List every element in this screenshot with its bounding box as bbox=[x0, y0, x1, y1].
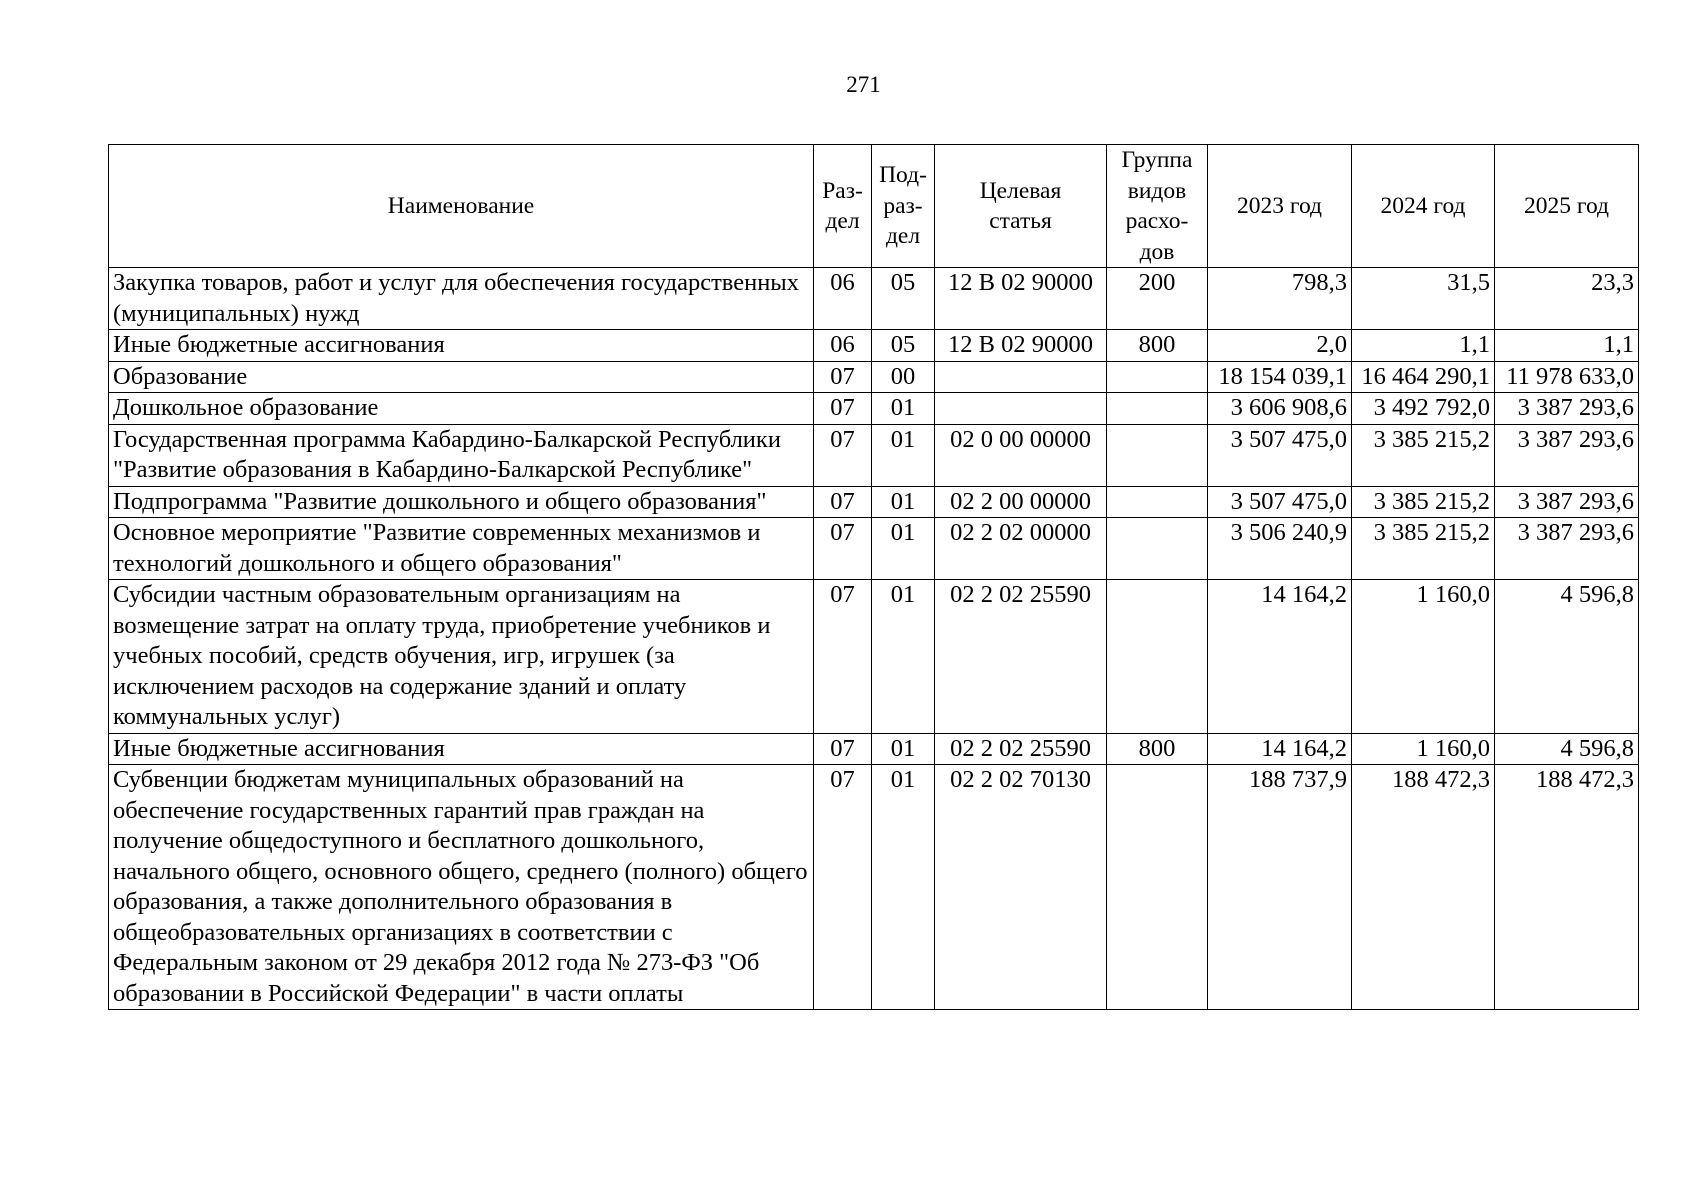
cell-2025: 23,3 bbox=[1495, 268, 1639, 330]
cell-group bbox=[1107, 518, 1208, 580]
cell-target: 02 2 02 25590 bbox=[935, 580, 1107, 734]
table-row bbox=[109, 424, 1639, 486]
cell-name: Государственная программа Кабардино-Балкарской Республики "Развитие образования в Кабардино-Балкарской Республике" bbox=[109, 424, 814, 486]
cell-podrazdel: 01 bbox=[872, 580, 935, 734]
table-row bbox=[109, 361, 1639, 393]
cell-name: Иные бюджетные ассигнования bbox=[109, 733, 814, 765]
cell-target: 12 В 02 90000 bbox=[935, 330, 1107, 362]
cell-razdel: 07 bbox=[814, 486, 872, 518]
cell-2024: 1 160,0 bbox=[1352, 580, 1495, 734]
cell-group bbox=[1107, 424, 1208, 486]
header-name: Наименование bbox=[109, 145, 814, 268]
cell-group: 200 bbox=[1107, 268, 1208, 330]
cell-2025: 1,1 bbox=[1495, 330, 1639, 362]
cell-name: Иные бюджетные ассигнования bbox=[109, 330, 814, 362]
table-row bbox=[109, 330, 1639, 362]
table-row bbox=[109, 765, 1639, 1010]
table-row bbox=[109, 268, 1639, 330]
cell-2023: 3 507 475,0 bbox=[1208, 486, 1352, 518]
cell-group bbox=[1107, 580, 1208, 734]
cell-2024: 31,5 bbox=[1352, 268, 1495, 330]
cell-podrazdel: 01 bbox=[872, 733, 935, 765]
cell-razdel: 07 bbox=[814, 361, 872, 393]
cell-group: 800 bbox=[1107, 330, 1208, 362]
cell-2025: 3 387 293,6 bbox=[1495, 486, 1639, 518]
cell-2024: 3 385 215,2 bbox=[1352, 518, 1495, 580]
cell-2023: 188 737,9 bbox=[1208, 765, 1352, 1010]
table-row bbox=[109, 393, 1639, 425]
cell-2025: 188 472,3 bbox=[1495, 765, 1639, 1010]
header-2024: 2024 год bbox=[1352, 145, 1495, 268]
cell-target: 02 2 02 70130 bbox=[935, 765, 1107, 1010]
cell-razdel: 07 bbox=[814, 518, 872, 580]
cell-name: Субвенции бюджетам муниципальных образований на обеспечение государственных гарантий прав граждан на получение общедоступного и бесплатного дошкольного, начального общего, основного общего, среднего (полного) общего образования, а также дополнительного образования в общеобразовательных организациях в соответствии с Федеральным законом от 29 декабря 2012 года № 273-ФЗ "Об образовании в Российской Федерации" в части оплаты bbox=[109, 765, 814, 1010]
cell-razdel: 06 bbox=[814, 330, 872, 362]
cell-razdel: 07 bbox=[814, 424, 872, 486]
table-row bbox=[109, 486, 1639, 518]
cell-group bbox=[1107, 361, 1208, 393]
table-row bbox=[109, 733, 1639, 765]
cell-razdel: 07 bbox=[814, 393, 872, 425]
table-row bbox=[109, 580, 1639, 734]
header-group: Группа видов расхо- дов bbox=[1107, 145, 1208, 268]
page-number: 271 bbox=[846, 72, 881, 97]
cell-podrazdel: 00 bbox=[872, 361, 935, 393]
cell-2024: 188 472,3 bbox=[1352, 765, 1495, 1010]
cell-group: 800 bbox=[1107, 733, 1208, 765]
cell-target: 02 2 02 25590 bbox=[935, 733, 1107, 765]
cell-podrazdel: 01 bbox=[872, 765, 935, 1010]
cell-target bbox=[935, 361, 1107, 393]
cell-2025: 3 387 293,6 bbox=[1495, 424, 1639, 486]
cell-2025: 11 978 633,0 bbox=[1495, 361, 1639, 393]
header-2023: 2023 год bbox=[1208, 145, 1352, 268]
cell-2025: 4 596,8 bbox=[1495, 733, 1639, 765]
cell-2023: 14 164,2 bbox=[1208, 733, 1352, 765]
cell-name: Дошкольное образование bbox=[109, 393, 814, 425]
cell-2024: 3 385 215,2 bbox=[1352, 486, 1495, 518]
cell-2024: 1 160,0 bbox=[1352, 733, 1495, 765]
cell-name: Основное мероприятие "Развитие современных механизмов и технологий дошкольного и общего образования" bbox=[109, 518, 814, 580]
cell-2023: 2,0 bbox=[1208, 330, 1352, 362]
cell-podrazdel: 05 bbox=[872, 268, 935, 330]
cell-target bbox=[935, 393, 1107, 425]
header-2025: 2025 год bbox=[1495, 145, 1639, 268]
header-podrazdel: Под- раз- дел bbox=[872, 145, 935, 268]
cell-name: Закупка товаров, работ и услуг для обеспечения государственных (муниципальных) нужд bbox=[109, 268, 814, 330]
cell-podrazdel: 01 bbox=[872, 424, 935, 486]
cell-podrazdel: 05 bbox=[872, 330, 935, 362]
cell-podrazdel: 01 bbox=[872, 393, 935, 425]
cell-razdel: 07 bbox=[814, 733, 872, 765]
cell-razdel: 07 bbox=[814, 765, 872, 1010]
cell-2025: 3 387 293,6 bbox=[1495, 393, 1639, 425]
header-target: Целевая статья bbox=[935, 145, 1107, 268]
cell-razdel: 06 bbox=[814, 268, 872, 330]
cell-2025: 4 596,8 bbox=[1495, 580, 1639, 734]
header-razdel: Раз- дел bbox=[814, 145, 872, 268]
cell-target: 02 2 00 00000 bbox=[935, 486, 1107, 518]
cell-2023: 3 606 908,6 bbox=[1208, 393, 1352, 425]
cell-target: 02 2 02 00000 bbox=[935, 518, 1107, 580]
cell-2025: 3 387 293,6 bbox=[1495, 518, 1639, 580]
cell-podrazdel: 01 bbox=[872, 486, 935, 518]
cell-razdel: 07 bbox=[814, 580, 872, 734]
cell-2024: 1,1 bbox=[1352, 330, 1495, 362]
cell-name: Субсидии частным образовательным организациям на возмещение затрат на оплату труда, приобретение учебников и учебных пособий, средств обучения, игр, игрушек (за исключением расходов на содержание зданий и оплату коммунальных услуг) bbox=[109, 580, 814, 734]
cell-2023: 18 154 039,1 bbox=[1208, 361, 1352, 393]
table-header-row bbox=[109, 145, 1639, 268]
cell-2023: 14 164,2 bbox=[1208, 580, 1352, 734]
table-row bbox=[109, 518, 1639, 580]
cell-name: Образование bbox=[109, 361, 814, 393]
cell-2024: 3 385 215,2 bbox=[1352, 424, 1495, 486]
cell-target: 02 0 00 00000 bbox=[935, 424, 1107, 486]
cell-podrazdel: 01 bbox=[872, 518, 935, 580]
cell-2024: 16 464 290,1 bbox=[1352, 361, 1495, 393]
cell-target: 12 В 02 90000 bbox=[935, 268, 1107, 330]
cell-group bbox=[1107, 765, 1208, 1010]
cell-name: Подпрограмма "Развитие дошкольного и общего образования" bbox=[109, 486, 814, 518]
budget-table bbox=[108, 144, 1639, 1010]
cell-group bbox=[1107, 486, 1208, 518]
cell-2023: 798,3 bbox=[1208, 268, 1352, 330]
cell-2023: 3 507 475,0 bbox=[1208, 424, 1352, 486]
cell-2023: 3 506 240,9 bbox=[1208, 518, 1352, 580]
cell-2024: 3 492 792,0 bbox=[1352, 393, 1495, 425]
cell-group bbox=[1107, 393, 1208, 425]
